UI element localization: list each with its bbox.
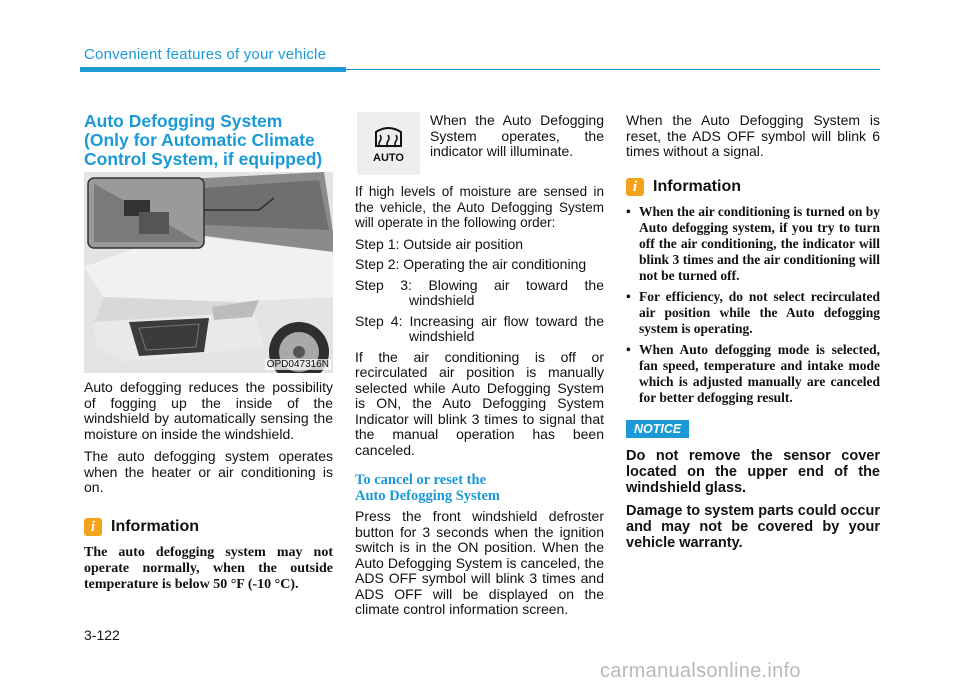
moisture-text: If high levels of moisture are sensed in the vehicle, the Auto Defogging System will operate in the following order: [355,184,604,230]
section-title [84,112,334,169]
list-item: • When the air conditioning is turned on by Auto defogging system, if you try to turn off the air conditioning, the indicator will blink 3 times and the air conditioning will not be turned off. [626,204,880,284]
column-3-text [626,113,880,551]
information-heading-2 [626,178,880,196]
info-icon: i [84,518,102,536]
notice-text-1: Do not remove the sensor cover located on the upper end of the windshield glass. [626,447,880,496]
information-heading [84,518,333,536]
information-bullets [626,204,880,406]
section-header: Convenient features of your vehicle [84,46,327,63]
defog-symbol-icon [357,112,420,175]
cancel-text: Press the front windshield defroster button for 3 seconds when the ignition switch is in the ON position. When the Auto Defogging System is canceled, the ADS OFF symbol will blink 3 times and ADS OFF will be displayed on the climate control information screen. [355,508,604,617]
cancel-heading-line-1: To cancel or reset the [355,472,487,488]
step-1: Step 1: Outside air position [355,235,524,252]
car-illustration [84,172,333,373]
info-icon: i [626,178,644,196]
step-2: Step 2: Operating the air conditioning [355,256,587,272]
information-title: Information [111,517,199,535]
paragraph-auto-defog-intro: Auto defogging reduces the possibility of fogging up the inside of the windshield by automatically sensing the moisture on inside the windshield. [84,379,333,442]
header-rule [346,69,880,70]
information-text: The auto defogging system may not operate normally, when the outside temperature is below 50 °F (-10 °C). [84,544,333,592]
list-item: • When Auto defogging mode is selected, fan speed, temperature and intake mode which is adjusted manually are canceled for better defogging result. [626,342,880,406]
image-code: OPD047316N [266,359,329,370]
step-3: Step 3: Blowing air toward the windshield [355,276,604,308]
title-line-1: Auto Defogging System [84,111,283,131]
title-line-2: (Only for Automatic Climate [84,130,315,150]
auto-icon-label: AUTO [373,152,404,164]
watermark: carmanualsonline.info [600,660,801,682]
cancel-reset-heading [355,472,604,504]
column-2-text [355,184,604,618]
notice-text-2: Damage to system parts could occur and may not be covered by your vehicle warranty. [626,502,880,551]
reset-text: When the Auto Defogging System is reset, the ADS OFF symbol will blink 6 times without a signal. [626,112,880,159]
notice-badge-wrap [626,420,880,438]
notice-badge: NOTICE [626,420,689,438]
manual-operation-text: If the air conditioning is off or recirculated air position is manually selected while Auto Defogging System is ON, the Auto Defogging System Indicator will blink 3 times to signal that the manual operation has been canceled. [355,348,604,458]
header-bar [80,67,346,72]
list-item: • For efficiency, do not select recirculated air position while the Auto defogging system is operating. [626,289,880,337]
step-4: Step 4: Increasing air flow toward the windshield [355,312,604,344]
indicator-text: When the Auto Defogging System operates, the indicator will illuminate. [430,112,604,159]
information-title-2: Information [653,177,741,195]
cancel-heading-line-2: Auto Defogging System [355,488,500,504]
car-windshield-photo [84,172,333,373]
title-line-3: Control System, if equipped) [84,149,323,169]
auto-defog-indicator-icon [357,112,420,175]
column-1-text [84,380,333,593]
page-number: 3-122 [84,627,120,643]
paragraph-operation: The auto defogging system operates when the heater or air conditioning is on. [84,448,333,495]
